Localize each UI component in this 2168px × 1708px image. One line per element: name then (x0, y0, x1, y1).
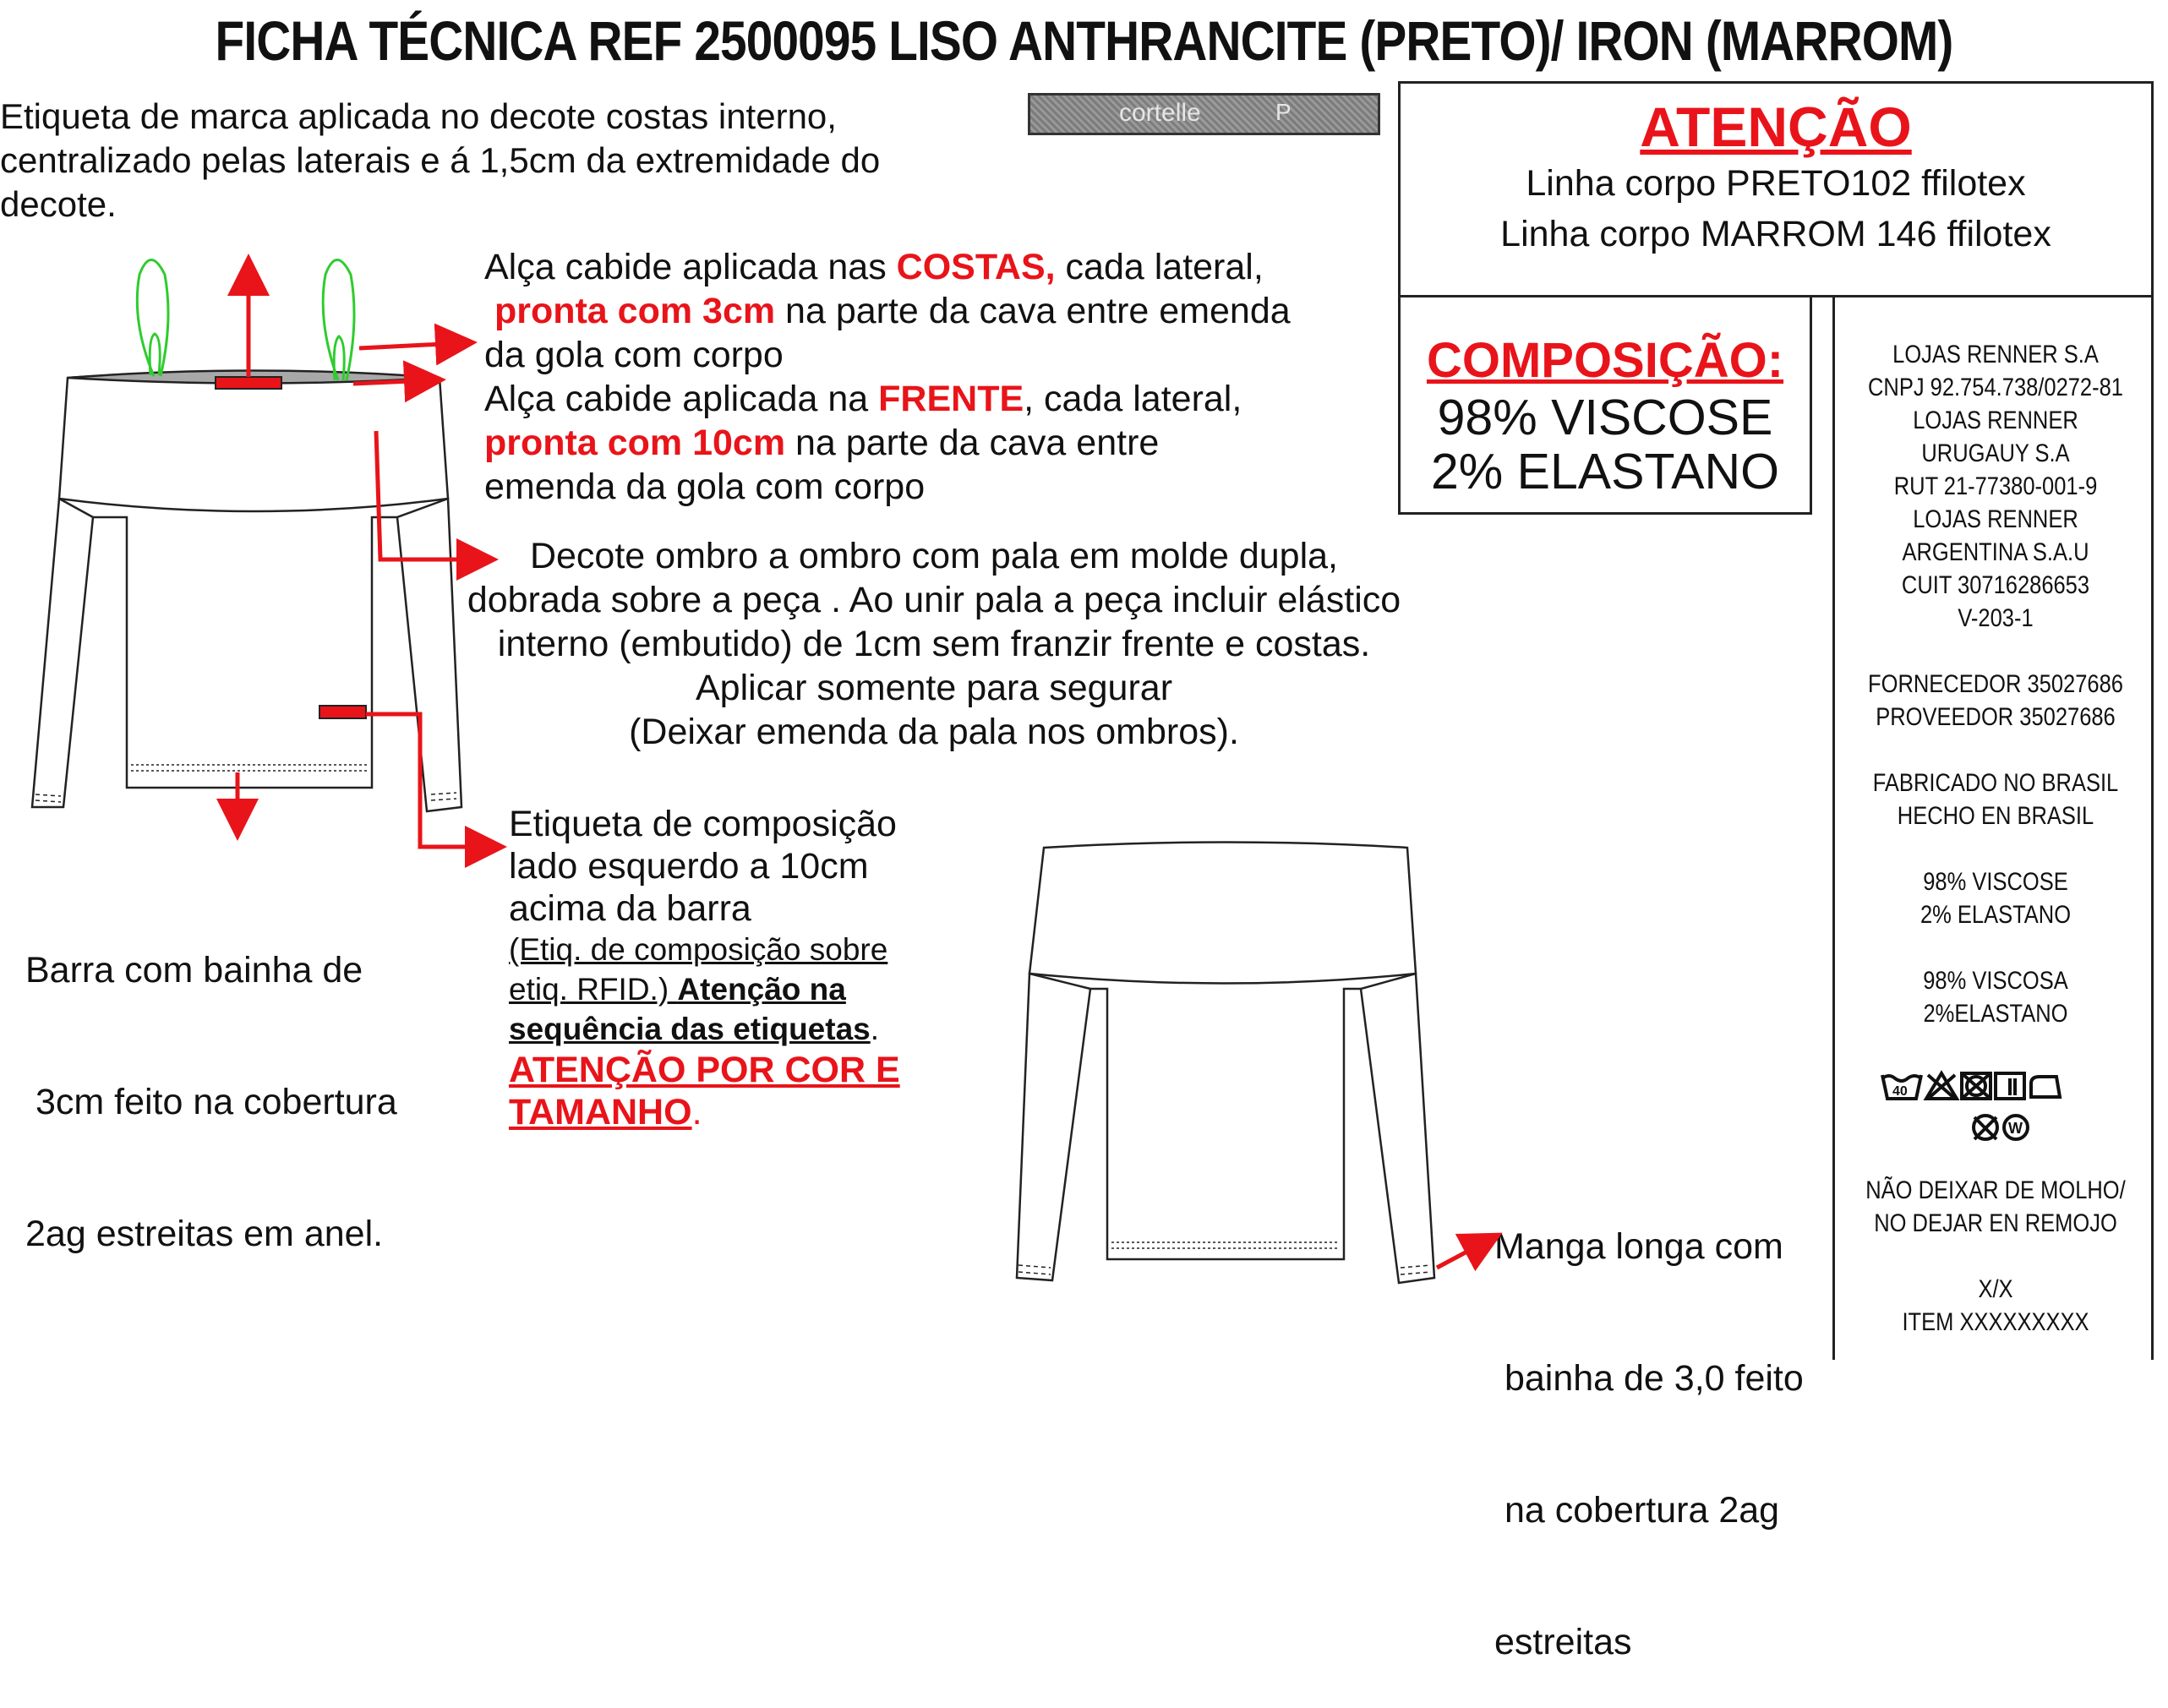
composition-label-marker (319, 706, 366, 718)
sleeve-stitch (35, 794, 61, 802)
care-line: V-203-1 (1958, 604, 2034, 632)
left-sleeve (32, 499, 93, 807)
neckline-yoke (59, 372, 448, 512)
iron-low-icon (2031, 1077, 2060, 1097)
brand-tag-size: P (1275, 99, 1292, 125)
text: . (870, 1012, 880, 1046)
composition-viscose: 98% VISCOSE (1437, 390, 1773, 445)
text-bold: Atenção na (677, 972, 846, 1007)
text-red: FRENTE (878, 379, 1024, 419)
sleeve-note (1494, 1137, 1804, 1708)
body-outline (93, 517, 397, 788)
care-line: HECHO EN BRASIL (1897, 802, 2094, 830)
care-symbols (1835, 1058, 2156, 1151)
neckline-yoke (1029, 843, 1416, 984)
note-line (509, 1091, 900, 1133)
hanger-loop-note (484, 245, 1291, 509)
note-line: da gola com corpo (484, 335, 784, 375)
hem-stitch (131, 765, 368, 771)
inner-neck (68, 371, 440, 384)
care-spacer (1859, 931, 2133, 964)
text-red: pronta com 10cm (484, 423, 786, 463)
brand-tag (1028, 93, 1380, 135)
care-line: CNPJ 92.754.738/0272-81 (1868, 374, 2123, 401)
brand-tag-name: cortelle (1119, 99, 1201, 127)
care-line: NÃO DEIXAR DE MOLHO/ (1865, 1176, 2126, 1204)
note-line (484, 245, 1291, 289)
care-label-text (1859, 338, 2133, 1030)
text: . (691, 1092, 702, 1132)
care-line: LOJAS RENNER (1913, 407, 2078, 434)
care-line: URUGAUY S.A (1921, 439, 2070, 467)
note-line: bainha de 3,0 feito (1494, 1358, 1804, 1399)
thread-line-black: Linha corpo PRETO102 ffilotex (1526, 163, 2026, 204)
garment-back-view (32, 371, 461, 812)
hanger-loop-icon (150, 334, 160, 375)
care-line: X/X (1978, 1275, 2013, 1303)
hanger-loops (137, 260, 354, 381)
note-line: interno (embutido) de 1cm sem franzir frente e costas. (497, 624, 1371, 664)
text-red: TAMANHO (509, 1092, 692, 1132)
note-line: estreitas (1494, 1622, 1632, 1662)
arrow-right-icon (359, 343, 461, 348)
attention-box (1398, 81, 2154, 297)
care-line: FABRICADO NO BRASIL (1872, 769, 2119, 797)
care-line: 2% ELASTANO (1920, 901, 2072, 929)
wash-temp: 40 (1892, 1084, 1908, 1099)
left-sleeve (1017, 974, 1090, 1280)
wash-40-icon (1882, 1075, 1921, 1099)
note-line (509, 969, 900, 1009)
composition-label-note (509, 803, 900, 1133)
no-tumble-dry-icon (1962, 1073, 1991, 1099)
arrow-right-icon (1437, 1241, 1488, 1268)
line-dry-icon (1996, 1073, 2024, 1099)
care-spacer (1859, 1240, 2133, 1273)
note-line: 3cm feito na cobertura (25, 1082, 397, 1122)
hem-note (25, 860, 397, 1300)
care-label (1832, 295, 2154, 1360)
composition-box (1398, 295, 1812, 515)
note-line: acima da barra (509, 888, 751, 929)
care-line: LOJAS RENNER (1913, 505, 2078, 533)
care-line: LOJAS RENNER S.A (1892, 341, 2099, 368)
hem-stitch (1111, 1242, 1340, 1248)
composition-heading: COMPOSIÇÃO: (1426, 333, 1784, 388)
care-label-bottom (1859, 1174, 2133, 1339)
neckline-note (427, 534, 1441, 754)
care-line: 98% VISCOSA (1923, 967, 2068, 995)
body-outline (1090, 989, 1361, 1259)
care-line: ITEM XXXXXXXXX (1902, 1308, 2089, 1336)
svg-text:W: W (2008, 1120, 2023, 1137)
brand-label-note (0, 95, 880, 226)
sleeve-stitch (431, 793, 456, 800)
care-line: FORNECEDOR 35027686 (1868, 670, 2123, 698)
text: etiq. RFID.) (509, 972, 678, 1007)
care-line: ARGENTINA S.A.U (1902, 538, 2089, 566)
note-line (484, 289, 1291, 333)
sleeve-stitch (1018, 1265, 1051, 1274)
no-bleach-icon (1926, 1073, 1957, 1099)
text: na parte da cava entre emenda (775, 291, 1291, 331)
note-line: centralizado pelas laterais e á 1,5cm da extremidade do (0, 140, 881, 180)
note-line: emenda da gola com corpo (484, 467, 926, 507)
hanger-loop-icon (334, 336, 344, 380)
text: , cada lateral, (1024, 379, 1242, 419)
care-spacer (1859, 832, 2133, 865)
care-spacer (1859, 635, 2133, 668)
note-line: Manga longa com (1494, 1226, 1783, 1267)
care-line: RUT 21-77380-001-9 (1893, 472, 2098, 500)
garment-front-view (1017, 843, 1434, 1284)
composition-elastane: 2% ELASTANO (1430, 444, 1780, 499)
no-dry-clean-icon (1974, 1116, 1997, 1139)
right-sleeve (1361, 974, 1434, 1283)
note-line (484, 377, 1291, 421)
text-red: pronta com 3cm (494, 291, 776, 331)
note-line: 2ag estreitas em anel. (25, 1214, 384, 1254)
note-line: Barra com bainha de (25, 950, 363, 990)
care-line: NO DEJAR EN REMOJO (1874, 1209, 2117, 1237)
note-line: decote. (0, 184, 117, 224)
wet-clean-icon (2004, 1116, 2028, 1139)
hanger-loop-icon (323, 260, 354, 381)
text: cada lateral, (1055, 247, 1264, 287)
care-line: 2%ELASTANO (1923, 1000, 2068, 1028)
note-line-red: ATENÇÃO POR COR E (509, 1050, 900, 1090)
sleeve-stitch (1401, 1265, 1431, 1274)
text: Alça cabide aplicada nas (484, 247, 897, 287)
text-red: COSTAS, (896, 247, 1056, 287)
note-line: Etiqueta de composição (509, 804, 897, 844)
brand-label-marker (216, 377, 281, 389)
care-line: CUIT 30716286653 (1901, 571, 2090, 599)
note-line: Etiqueta de marca aplicada no decote costas interno, (0, 96, 837, 136)
note-line: Aplicar somente para segurar (695, 668, 1173, 708)
text: Alça cabide aplicada na (484, 379, 879, 419)
note-line (484, 421, 1291, 465)
note-line: dobrada sobre a peça . Ao unir pala a peça incluir elástico (467, 580, 1401, 620)
thread-line-brown: Linha corpo MARROM 146 ffilotex (1500, 214, 2051, 254)
hanger-loop-icon (137, 260, 168, 377)
note-line: lado esquerdo a 10cm (509, 846, 869, 887)
text-bold: sequência das etiquetas (509, 1012, 871, 1046)
page-title: FICHA TÉCNICA REF 2500095 LISO ANTHRANCITE (PRETO)/ IRON (MARROM) (215, 9, 1953, 72)
care-spacer (1859, 734, 2133, 767)
arrow-right-icon (353, 380, 429, 384)
note-line (509, 1009, 900, 1049)
text: na parte da cava entre (785, 423, 1160, 463)
care-line: PROVEEDOR 35027686 (1876, 703, 2116, 731)
note-line (509, 930, 900, 969)
care-line: 98% VISCOSE (1923, 868, 2068, 896)
attention-heading: ATENÇÃO (1640, 95, 1912, 158)
text: (Etiq. de composição sobre (509, 932, 888, 967)
note-line: (Deixar emenda da pala nos ombros). (629, 712, 1239, 752)
note-line: Decote ombro a ombro com pala em molde dupla, (529, 536, 1339, 576)
note-line: na cobertura 2ag (1494, 1490, 1780, 1531)
